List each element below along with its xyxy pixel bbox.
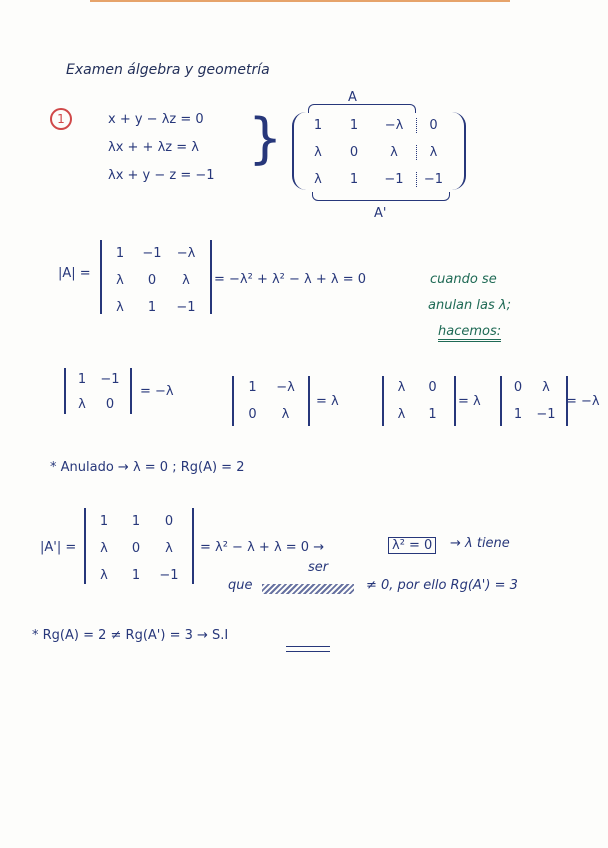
label-A: A: [348, 90, 357, 105]
det-A-note-2: anulan las λ;: [428, 298, 511, 313]
dap-31: λ: [100, 568, 108, 583]
am-22: 0: [349, 145, 359, 160]
m4-11: 0: [513, 380, 523, 395]
note-anulado: * Anulado → λ = 0 ; Rg(A) = 2: [50, 460, 245, 475]
scribbled-word: [262, 584, 354, 594]
da-11: 1: [115, 246, 125, 261]
m3-21: λ: [397, 407, 406, 422]
m1-21: λ: [78, 397, 86, 412]
det-A-prime-prefix: que: [228, 578, 253, 593]
am-11: 1: [313, 118, 323, 133]
dap-11: 1: [99, 514, 109, 529]
da-33: −1: [176, 300, 196, 315]
minor-4-matrix: [504, 380, 560, 422]
da-23: λ: [182, 273, 190, 288]
m3-22: 1: [428, 407, 437, 422]
minor-1-result: = −λ: [140, 384, 174, 399]
am-31: λ: [314, 172, 322, 187]
equation-3: λx + y − z = −1: [108, 168, 215, 183]
dap-21: λ: [100, 541, 108, 556]
da-21: λ: [116, 273, 124, 288]
minor-3-result: = λ: [458, 394, 481, 409]
da-13: −λ: [176, 246, 196, 261]
det-A-label: |A| =: [58, 266, 91, 281]
conclusion-underline: [286, 646, 330, 652]
m2-11: 1: [248, 380, 257, 395]
det-A-prime-label: |A'| =: [40, 540, 77, 555]
m2-22: λ: [281, 407, 290, 422]
am-32: 1: [349, 172, 359, 187]
det-A-prime-matrix: [88, 514, 186, 583]
page-top-rule: [90, 0, 510, 2]
minor-2-result: = λ: [316, 394, 339, 409]
minor-2-matrix: [236, 380, 302, 422]
da-32: 1: [147, 300, 157, 315]
am-34: −1: [416, 172, 450, 187]
det-A-prime-tail: → λ tiene: [450, 536, 510, 551]
m1-11: 1: [77, 372, 87, 387]
am-23: λ: [390, 145, 398, 160]
m2-21: 0: [248, 407, 257, 422]
dap-12: 1: [131, 514, 141, 529]
problem-number: 1: [50, 108, 72, 130]
dap-32: 1: [131, 568, 141, 583]
det-A-note-3: hacemos:: [438, 324, 501, 342]
augmented-matrix: [300, 118, 450, 187]
det-A-prime-boxed: λ² = 0: [388, 537, 436, 554]
dap-13: 0: [164, 514, 174, 529]
det-A-prime-result: = λ² − λ + λ = 0 →: [200, 540, 325, 555]
am-21: λ: [314, 145, 322, 160]
equation-1: x + y − λz = 0: [108, 112, 204, 127]
da-22: 0: [147, 273, 157, 288]
minor-1-matrix: [68, 372, 124, 412]
det-A-result: = −λ² + λ² − λ + λ = 0: [214, 272, 367, 287]
minor-3-matrix: [386, 380, 448, 422]
dap-23: λ: [165, 541, 173, 556]
am-14: 0: [416, 118, 450, 133]
m2-12: −λ: [276, 380, 295, 395]
m4-21: 1: [513, 407, 523, 422]
det-A-matrix: [104, 246, 204, 315]
det-A-prime-above: ser: [308, 560, 329, 575]
conclusion: * Rg(A) = 2 ≠ Rg(A') = 3 → S.I: [32, 628, 229, 643]
am-12: 1: [349, 118, 359, 133]
page-title: Examen álgebra y geometría: [66, 62, 270, 78]
am-13: −λ: [384, 118, 404, 133]
m1-12: −1: [100, 372, 120, 387]
da-12: −1: [142, 246, 162, 261]
det-A-note-1: cuando se: [430, 272, 497, 287]
m4-22: −1: [536, 407, 556, 422]
dap-33: −1: [159, 568, 179, 583]
m3-11: λ: [397, 380, 406, 395]
am-33: −1: [384, 172, 404, 187]
dap-22: 0: [131, 541, 141, 556]
det-A-prime-rest: ≠ 0, por ello Rg(A') = 3: [366, 578, 518, 593]
da-31: λ: [116, 300, 124, 315]
brace-under-A-prime: [312, 192, 450, 201]
m3-12: 0: [428, 380, 437, 395]
m1-22: 0: [105, 397, 115, 412]
m4-12: λ: [542, 380, 550, 395]
equation-2: λx + + λz = λ: [108, 140, 199, 155]
system-brace: }: [248, 107, 283, 170]
label-A-prime: A': [374, 206, 387, 221]
minor-4-result: = −λ: [566, 394, 600, 409]
am-24: λ: [416, 145, 450, 160]
